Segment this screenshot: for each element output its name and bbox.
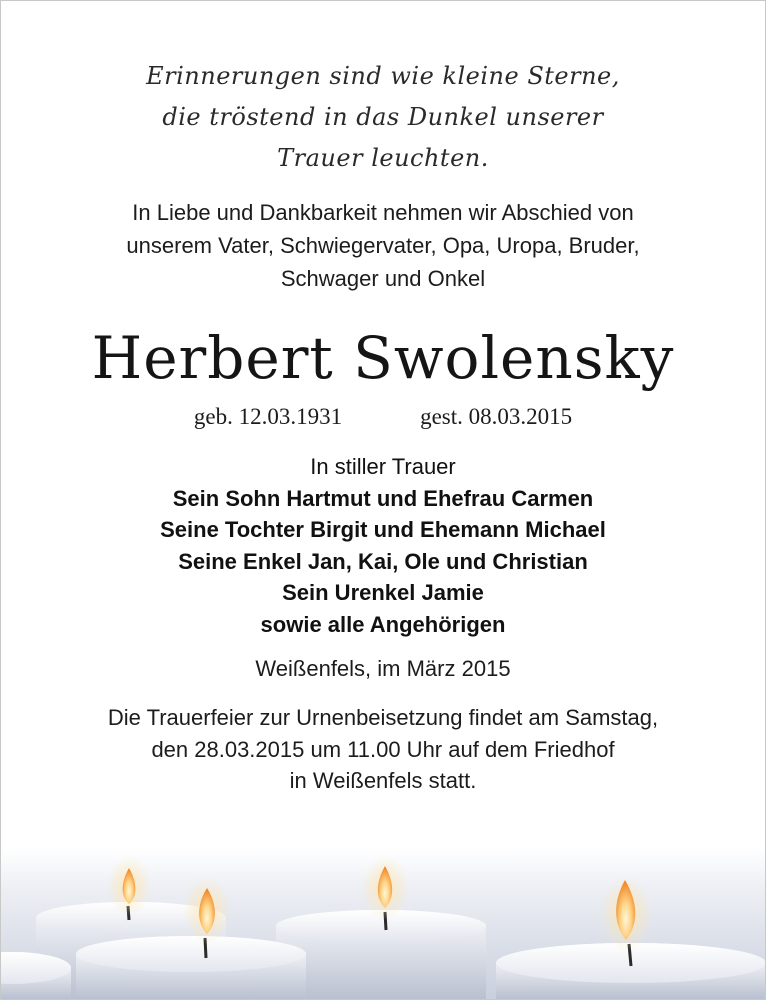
intro-line-3: Schwager und Onkel — [280, 266, 486, 291]
funeral-line-2: den 28.03.2015 um 11.00 Uhr auf dem Friedhof — [151, 736, 615, 762]
candles-image — [1, 848, 765, 999]
poem-line-3: Trauer leuchten. — [277, 144, 489, 172]
mourners-lead: In stiller Trauer — [310, 454, 456, 479]
poem-line-2: die tröstend in das Dunkel unserer — [162, 103, 604, 131]
birth-date: geb. 12.03.1931 — [193, 404, 343, 429]
intro-text — [0, 196, 766, 295]
mourners-list — [0, 451, 766, 640]
memorial-poem — [0, 56, 766, 179]
deceased-name: Herbert Swolensky — [91, 324, 675, 392]
mourner-line: Sein Urenkel Jamie — [282, 580, 484, 605]
mourner-line: sowie alle Angehörigen — [260, 611, 506, 637]
mourner-line: Sein Sohn Hartmut und Ehefrau Carmen — [172, 485, 594, 511]
intro-line-2: unserem Vater, Schwiegervater, Opa, Uropa, Bruder, — [126, 233, 640, 258]
mourner-line: Seine Enkel Jan, Kai, Ole und Christian — [178, 548, 588, 574]
intro-line-1: In Liebe und Dankbarkeit nehmen wir Abschied von — [132, 200, 634, 225]
candle-edge-left — [1, 952, 71, 999]
poem-line-1: Erinnerungen sind wie kleine Sterne, — [146, 62, 620, 90]
death-date: gest. 08.03.2015 — [420, 404, 573, 429]
place-and-date: Weißenfels, im März 2015 — [255, 656, 511, 681]
funeral-line-3: in Weißenfels statt. — [289, 768, 477, 793]
funeral-info — [0, 702, 766, 797]
life-dates — [0, 402, 766, 432]
funeral-line-1: Die Trauerfeier zur Urnenbeisetzung findet am Samstag, — [107, 705, 659, 730]
mourner-line: Seine Tochter Birgit und Ehemann Michael — [160, 517, 606, 542]
